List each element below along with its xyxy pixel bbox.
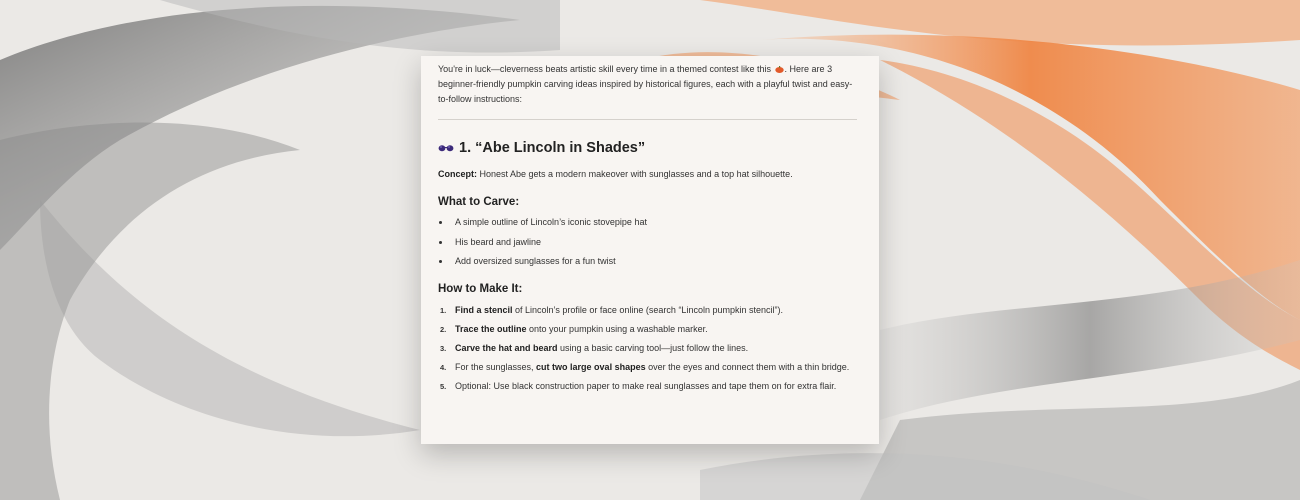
how-to-make-steps [438,303,857,394]
intro-text-start: You're in luck—cleverness beats artistic skill every time in a themed contest like this [438,64,772,74]
what-to-carve-heading: What to Carve: [438,196,520,208]
step-text [455,303,857,318]
step-number: 1. [440,306,447,315]
intro-paragraph [438,62,857,107]
concept-label: Concept: [438,169,477,179]
bullet-dot [439,221,442,224]
bullet-dot [439,241,442,244]
step-text-post: onto your pumpkin using a washable marker. [526,324,708,334]
chat-response-card [421,56,879,444]
step-text-pre: Optional: Use black construction paper to make real sunglasses and tape them on for extra flair. [455,381,837,391]
list-item [438,236,857,249]
step-text-bold: cut two large oval shapes [536,362,646,372]
step-number: 2. [440,325,447,334]
sunglasses-icon [438,144,454,152]
step-text-post: of Lincoln’s profile or face online (search “Lincoln pumpkin stencil”). [512,305,783,315]
step-item [438,303,857,318]
bullet-dot [439,260,442,263]
step-text-post: over the eyes and connect them with a thin bridge. [645,362,850,372]
step-text-bold: Carve the hat and beard [455,343,558,353]
list-item [438,255,857,268]
list-item-text: A simple outline of Lincoln’s iconic stovepipe hat [455,217,647,227]
step-number: 5. [440,382,447,391]
step-text-bold: Find a stencil [455,305,513,315]
step-text [455,379,857,394]
step-item [438,379,857,394]
step-number: 4. [440,363,447,372]
pumpkin-icon [775,66,784,73]
step-item [438,341,857,356]
step-text-post: using a basic carving tool—just follow the lines. [557,343,749,353]
concept-text: Honest Abe gets a modern makeover with sunglasses and a top hat silhouette. [477,169,793,179]
step-item [438,322,857,337]
how-to-make-heading: How to Make It: [438,283,523,295]
step-item [438,360,857,375]
list-item-text: Add oversized sunglasses for a fun twist [455,256,616,266]
intro-text-end: . Here are 3 beginner-friendly pumpkin carving ideas inspired by historical figures, each with a playful twist and easy-to-follow instructions: [438,64,853,104]
step-number: 3. [440,344,447,353]
list-item-text: His beard and jawline [455,236,542,247]
concept-paragraph [438,169,857,179]
what-to-carve-list [438,216,857,268]
step-text-pre: For the sunglasses, [455,362,537,372]
section-title: 1. “Abe Lincoln in Shades” [459,140,646,156]
step-text [455,360,857,375]
list-item [438,216,857,229]
step-text-bold: Trace the outline [455,324,527,334]
section-heading [438,140,857,156]
section-divider [438,119,857,120]
step-text [455,341,857,356]
step-text [455,322,857,337]
